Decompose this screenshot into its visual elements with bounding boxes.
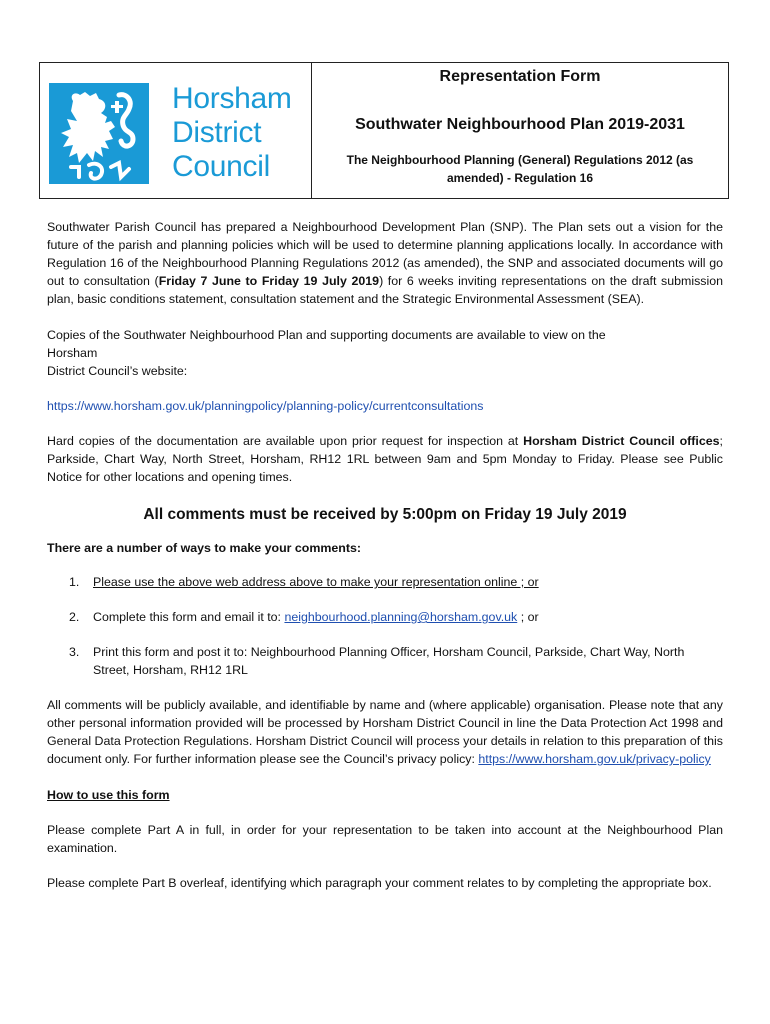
logo-line-1: Horsham bbox=[172, 82, 292, 115]
ways-heading: There are a number of ways to make your comments: bbox=[47, 541, 361, 555]
plan-title: Southwater Neighbourhood Plan 2019-2031 bbox=[355, 116, 685, 133]
lion-crest-icon bbox=[49, 83, 149, 184]
council-logo bbox=[40, 63, 312, 198]
header-table bbox=[39, 62, 729, 199]
copies-paragraph: Copies of the Southwater Neighbourhood Plan and supporting documents are available to view on the Horsham District Council’s website: bbox=[47, 328, 606, 378]
form-title: Representation Form bbox=[439, 68, 601, 85]
header-titles bbox=[312, 63, 728, 198]
document-body bbox=[47, 218, 723, 892]
list-item: 3. Print this form and post it to: Neighbourhood Planning Officer, Horsham Council, Parkside, Chart Way, North Street, Horsham, RH12 1RL bbox=[69, 645, 685, 677]
logo-wordmark bbox=[172, 82, 292, 184]
list-item: 1. Please use the above web address above to make your representation online ; or bbox=[69, 575, 539, 589]
consultation-dates: Friday 7 June to Friday 19 July 2019 bbox=[158, 274, 380, 288]
deadline-heading: All comments must be received by 5:00pm on Friday 19 July 2019 bbox=[143, 506, 627, 523]
hard-copies-paragraph: Hard copies of the documentation are available upon prior request for inspection at Horsham District Council offices; Parkside, Chart Way, North Street, Horsham, RH12 1RL between 9am and 5pm Monday to Friday. Please see Public Notice for other locations and opening times. bbox=[47, 434, 723, 484]
privacy-paragraph: All comments will be publicly available, and identifiable by name and (where applicable) organisation. Please note that any other personal information provided will be processed by Horsham District Council in line the Data Protection Act 1998 and General Data Protection Regulations. Horsham District Council will process your details in relation to this preparation of this document only. For further information please see the Council’s privacy policy: https://www.horsham.gov.uk/privacy-policy bbox=[47, 698, 723, 766]
how-to-heading: How to use this form bbox=[47, 788, 170, 802]
privacy-policy-link[interactable]: https://www.horsham.gov.uk/privacy-policy bbox=[478, 752, 711, 766]
part-a-paragraph: Please complete Part A in full, in order for your representation to be taken into account at the Neighbourhood Plan examination. bbox=[47, 823, 723, 855]
logo-line-3: Council bbox=[172, 150, 270, 183]
email-link[interactable]: neighbourhood.planning@horsham.gov.uk bbox=[284, 610, 518, 624]
ways-list bbox=[47, 573, 723, 679]
intro-paragraph: Southwater Parish Council has prepared a Neighbourhood Development Plan (SNP). The Plan sets out a vision for the future of the parish and planning policies which will be used to determine planning applications locally. In accordance with Regulation 16 of the Neighbourhood Planning Regulations 2012 (as amended), the SNP and associated documents will go out to consultation (Friday 7 June to Friday 19 July 2019) for 6 weeks inviting representations on the draft submission plan, basic conditions statement, consultation statement and the Strategic Environmental Assessment (SEA). bbox=[47, 220, 724, 306]
regulation-title: The Neighbourhood Planning (General) Regulations 2012 (as amended) - Regulation 16 bbox=[346, 153, 694, 185]
council-offices: Horsham District Council offices bbox=[523, 434, 720, 448]
list-item: 2. Complete this form and email it to: neighbourhood.planning@horsham.gov.uk ; or bbox=[69, 610, 539, 624]
part-b-paragraph: Please complete Part B overleaf, identifying which paragraph your comment relates to by completing the appropriate box. bbox=[47, 876, 712, 890]
consultation-link[interactable]: https://www.horsham.gov.uk/planningpolicy/planning-policy/currentconsultations bbox=[47, 399, 484, 413]
logo-line-2: District bbox=[172, 116, 262, 149]
